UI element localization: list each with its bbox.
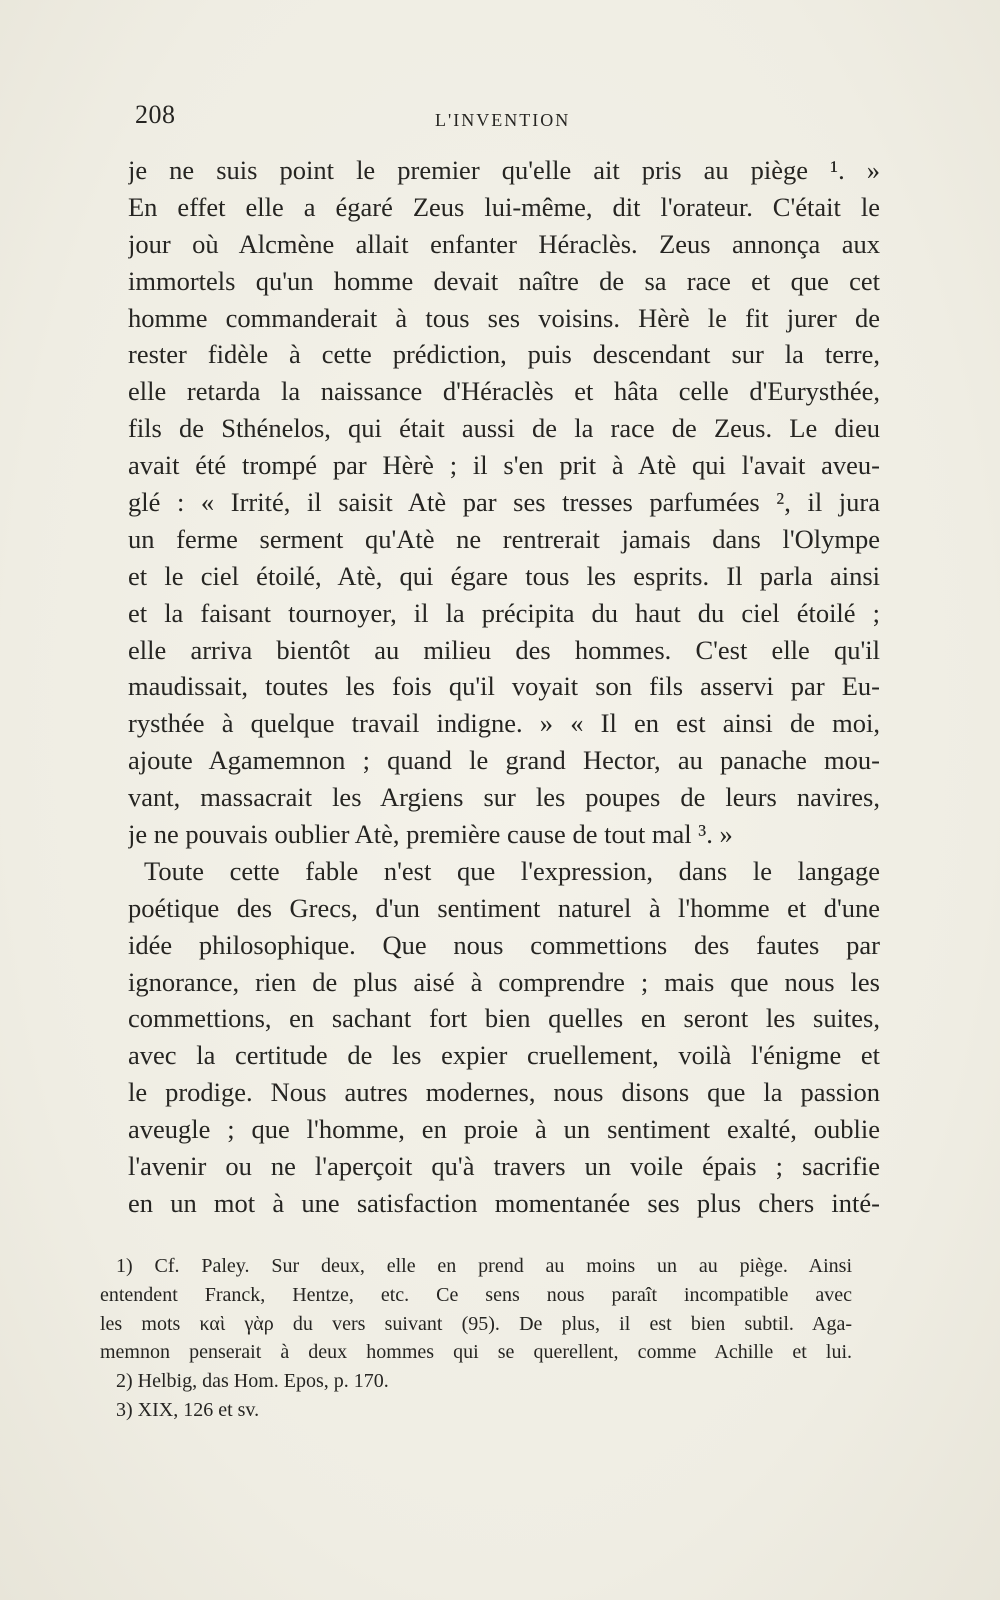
text-line: avait été trompé par Hèrè ; il s'en prit à Atè qui l'avait aveu- <box>128 450 880 481</box>
text-line: elle retarda la naissance d'Héraclès et hâta celle d'Eurysthée, <box>128 376 880 407</box>
text-line: maudissait, toutes les fois qu'il voyait son fils asservi par Eu- <box>128 671 880 702</box>
text-line: glé : « Irrité, il saisit Atè par ses tresses parfumées ², il jura <box>128 487 880 518</box>
text-line: fils de Sthénelos, qui était aussi de la race de Zeus. Le dieu <box>128 413 880 444</box>
text-line: rysthée à quelque travail indigne. » « Il en est ainsi de moi, <box>128 708 880 739</box>
footnote-line: 3) XIX, 126 et sv. <box>116 1398 260 1421</box>
page-header <box>135 100 895 140</box>
footnote-line: entendent Franck, Hentze, etc. Ce sens nous paraît incompatible avec <box>100 1283 852 1306</box>
text-line: jour où Alcmène allait enfanter Héraclès. Zeus annonça aux <box>128 228 880 259</box>
text-line: ajoute Agamemnon ; quand le grand Hector, au panache mou- <box>128 745 880 776</box>
text-line: l'avenir ou ne l'aperçoit qu'à travers un voile épais ; sacrifie <box>128 1151 880 1182</box>
text-line: un ferme serment qu'Atè ne rentrerait jamais dans l'Olympe <box>128 523 880 554</box>
text-line: homme commanderait à tous ses voisins. Hèrè le fit jurer de <box>128 302 880 333</box>
footnote-line: 1) Cf. Paley. Sur deux, elle en prend au moins un au piège. Ainsi <box>116 1255 852 1277</box>
text-line: En effet elle a égaré Zeus lui-même, dit l'orateur. C'était le <box>128 191 880 222</box>
text-line: vant, massacrait les Argiens sur les poupes de leurs navires, <box>128 782 880 813</box>
text-line: et le ciel étoilé, Atè, qui égare tous les esprits. Il parla ainsi <box>128 560 880 591</box>
text-line: poétique des Grecs, d'un sentiment naturel à l'homme et d'une <box>128 892 880 923</box>
footnote-line: les mots καὶ γὰρ du vers suivant (95). De plus, il est bien subtil. Aga- <box>100 1312 852 1335</box>
text-line: rester fidèle à cette prédiction, puis descendant sur la terre, <box>128 339 880 370</box>
text-line: je ne pouvais oublier Atè, première cause de tout mal ³. » <box>128 819 733 850</box>
text-line: aveugle ; que l'homme, en proie à un sentiment exalté, oublie <box>128 1114 880 1145</box>
text-line: et la faisant tournoyer, il la précipita du haut du ciel étoilé ; <box>128 597 880 628</box>
text-line: avec la certitude de les expier cruellement, voilà l'énigme et <box>128 1040 880 1071</box>
body-text <box>128 152 880 1222</box>
text-line: le prodige. Nous autres modernes, nous disons que la passion <box>128 1077 880 1108</box>
text-line: commettions, en sachant fort bien quelles en seront les suites, <box>128 1003 880 1034</box>
text-line: elle arriva bientôt au milieu des hommes. C'est elle qu'il <box>128 634 880 665</box>
footnotes <box>100 1252 852 1425</box>
text-line: ignorance, rien de plus aisé à comprendre ; mais que nous les <box>128 966 880 997</box>
text-line: idée philosophique. Que nous commettions des fautes par <box>128 929 880 960</box>
footnote-line: memnon penserait à deux hommes qui se querellent, comme Achille et lui. <box>100 1341 852 1364</box>
running-head: L'INVENTION <box>435 110 571 130</box>
text-line: Toute cette fable n'est que l'expression, dans le langage <box>144 855 880 886</box>
text-line: immortels qu'un homme devait naître de sa race et que cet <box>128 265 880 296</box>
text-line: je ne suis point le premier qu'elle ait pris au piège ¹. » <box>128 155 880 185</box>
text-line: en un mot à une satisfaction momentanée ses plus chers inté- <box>128 1187 880 1218</box>
page-number: 208 <box>135 100 176 129</box>
footnote-line: 2) Helbig, das Hom. Epos, p. 170. <box>116 1370 389 1393</box>
